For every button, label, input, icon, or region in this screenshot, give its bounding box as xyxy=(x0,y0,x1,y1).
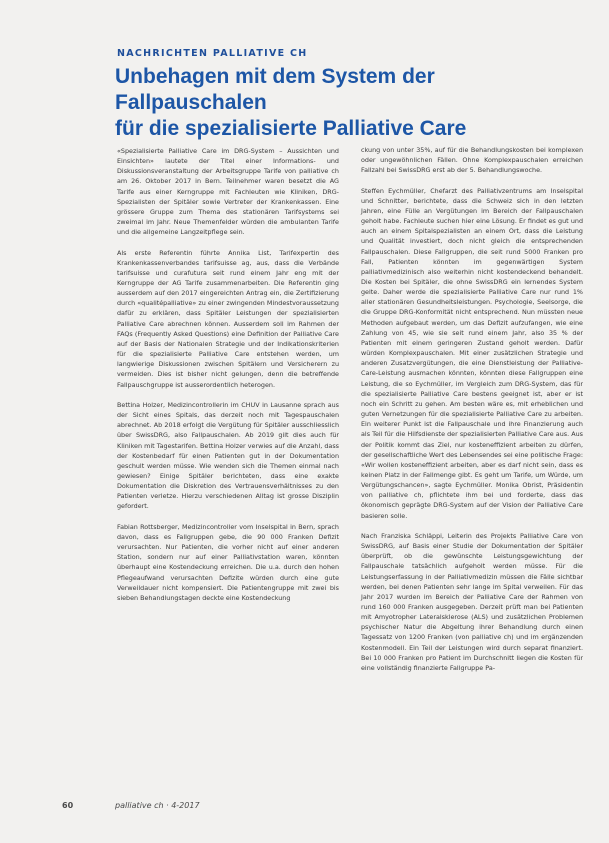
paragraph: Als erste Referentin führte Annika List, Tarifexpertin des Krankenkassenverbandes tarifsuisse ag, aus, dass die Verbände tarifsuisse und curafutura seit rund einem Jahr eng mit der Kerngruppe der AG Tarife zusammenarbeiten. Die Referentin ging ausserdem auf den 2017 eingereichten Antrag ein, die Zertifizierung durch «qualitépalliative» zu einer zwingenden Mindestvoraussetzung dafür zu erklären, dass Spitäler Leistungen der spezialisierten Palliative Care abrechnen können. Ausserdem soll im Rahmen der FAQs (Frequently Asked Questions) eine Definition der Palliative Care auf der Basis der Nationalen Strategie und der Indikationskriterien für die spezialisierte Palliative Care entstehen werden, um langwierige Diskussionen zwischen Spitälern und Versicherern zu vermeiden. Dies ist bisher nicht gelungen, denn die betreffende Fallpauschgruppe ist ausserordentlich heterogen. xyxy=(117,248,339,389)
page-number: 60 xyxy=(62,801,74,810)
paragraph: Nach Franziska Schläppi, Leiterin des Projekts Palliative Care von SwissDRG, auf Basis einer Studie der Dokumentation der Spitäler überprüft, ob die gewünschte Leistungsgewichtung der Fallpauschale tatsächlich aufgeholt werden müsse. Für die Leistungserfassung in der Palliativmedizin müssen die Fälle sichtbar werden, bei denen Patienten sehr lange im Spital verweilen. Für das Jahr 2017 wurden im Bereich der Palliative Care der Rahmen von rund 160 000 Franken ausgegeben. Derzeit prüft man bei Patienten mit Amyotropher Lateralsklerose (ALS) und zusätzlichen Problemen psychischer Natur die Abgeltung ihrer Behandlung durch einen Tagessatz von 1200 Franken (von palliative ch) und im ergänzenden Kostenmodell. Ein Teil der Leistungen wird durch separat finanziert. Bei 10 000 Franken pro Patient im Durchschnitt liegen die Kosten für eine vollständig finanzierte Fallgruppe Pa- xyxy=(361,531,583,672)
paragraph: ckung von unter 35%, auf für die Behandlungskosten bei komplexen oder ungewöhnlichen Fällen. Ohne Komplexpauschalen erreichen Fallzahl bei SwissDRG erst ab der 5. Behandlungswoche. xyxy=(361,146,583,175)
journal-footer: palliative ch · 4-2017 xyxy=(115,801,200,810)
paragraph: Steffen Eychmüller, Chefarzt des Palliativzentrums am Inselspital und Schnitter, berichtete, dass die Schweiz sich in den letzten Jahren, eine Fülle an Vergütungen im Bereich der Fallpauschalen geholt habe. Fachleute suchen hier eine Lösung. Er findet es gut und auch an einem Spitalspezialisten an einem Ort, dass die Leistung und Qualität investiert, doch nicht gleich die entsprechenden Fallpauschalen. Diese Fallgruppen, die seit rund 5000 Franken pro Fall, Patienten könnten im gegenwärtigen System palliativmedizinisch also weiterhin nicht kostendeckend behandelt. Die Kosten bei Spitäler, die ohne SwissDRG ein lernendes System gelte. Daher werde die spezialisierte Palliative Care nur rund 1% aller stationären Gesundheitsleistungen. Psychologie, Seelsorge, die die Gruppe DRG-Konformität nicht entsprechend. Nun müssten neue Methoden aufgebaut werden, um das Defizit aufzufangen, wie eine Zahlung von 45, wie sie seit rund einem Jahr, also 35 % der Patienten mit einem geringeren Zustand geholt werden. Dafür würden Komplexpauschalen. Mit einer zusätzlichen Strategie und anderen Zusatzvergütungen, die eine Dienstleistung der Palliative-Care-Leistung ausmachen könnten, könnten diese Fallgruppen eine Leistung, die so Eychmüller, im Vergleich zum DRG-System, das für die spezialisierte Palliative Care bestens geeignet ist, aber er ist noch ein Schritt zu gehen. Am besten wäre es, mit erheblichen und guten Vernetzungen für die spezialisierte Palliative Care zu arbeiten. Ein weiterer Punkt ist die Fallpauschale und ihre Finanzierung auch als Teil für die Hilfsdienste der spezialisierten Palliative Care aus. Aus der Politik kommt das Ziel, nur kosteneffizient arbeiten zu dürfen, der gesellschaftliche Wert des Lebensendes sei eine politische Frage: «Wir wollen kosteneffizient arbeiten, aber es darf nicht sein, dass es keinen Platz in der Fallmenge gibt. Es geht um Tarife, um Würde, um Vergütungschancen», sagte Eychmüller. Monika Obrist, Präsidentin von palliative ch, pflichtete ihm bei und forderte, dass das ökonomisch geprägte DRG-System auf der Vision der Palliative Care basieren solle. xyxy=(361,186,583,520)
article-title-line-2: für die spezialisierte Palliative Care xyxy=(115,117,467,140)
paragraph: «Spezialisierte Palliative Care im DRG-System – Aussichten und Einsichten» lautete der Titel einer Informations- und Diskussionsveranstaltung der Arbeitsgruppe Tarife von palliative ch am 26. Oktober 2017 in Bern. Teilnehmer waren besetzt die AG Tarife aus einer Kerngruppe mit Fachleuten wie Kliniken, DRG-Spezialisten der Spitäler sowie Vertreter der Krankenkassen. Eine grössere Gruppe zum Thema des stationären Tarifsystems sei zweimal im Jahr. Neue Themenfelder würden die ambulanten Tarife und die allgemeine Langzeitpflege sein. xyxy=(117,147,339,237)
paragraph: Fabian Rottsberger, Medizincontroller vom Inselspital in Bern, sprach davon, dass es Fallgruppen gebe, die 90 000 Franken Defizit verursachten. Nur Patienten, die vorher nicht auf einer anderen Station, sondern nur auf einer Palliativstation waren, könnten überhaupt eine Kostendeckung erreichen. Die u.a. durch den hohen Pflegeaufwand verursachten Defizite würden durch eine gute Verweildauer nicht kompensiert. Die Patientengruppe mit zwei bis sieben Behandlungstagen deckte eine Kostendeckung xyxy=(117,522,339,602)
article-column-left xyxy=(117,146,339,603)
article-column-right xyxy=(361,145,583,673)
section-label: NACHRICHTEN PALLIATIVE CH xyxy=(117,48,308,59)
article-title-line-1: Unbehagen mit dem System der Fallpauschalen xyxy=(115,65,435,114)
article-title xyxy=(115,64,585,142)
paragraph: Bettina Holzer, Medizincontrollerin im CHUV in Lausanne sprach aus der Sicht eines Spitals, das derzeit noch mit Tagespauschalen abrechnet. Ab 2018 erfolgt die Vergütung für Spitäler ausschliesslich über SwissDRG, also Fallpauschalen. Ab 2019 gilt dies auch für Kliniken mit Tagestarifen. Bettina Holzer verwies auf die Anzahl, dass der Kostenbedarf für einen Patienten gut in der Dokumentation geschult werden müsse. Wie wenden sich die Themen einmal nach gewiesen? Einige Spitäler berichteten, dass eine exakte Dokumentation die Diskretion des Vertrauensverhältnisses zu den Patienten verletze. Hierzu verschiedenen Alltag ist grosse Disziplin gefordert. xyxy=(117,400,339,511)
